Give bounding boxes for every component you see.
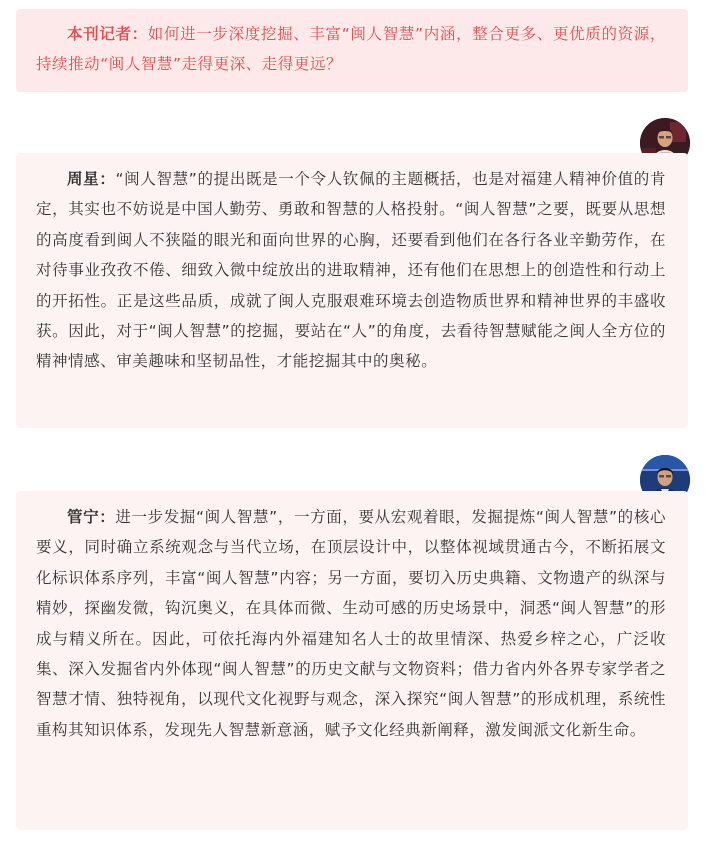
question-block: [16, 9, 688, 92]
answer-speaker: 管宁：: [67, 508, 116, 526]
answer-block: [16, 153, 688, 428]
answer-paragraph: [36, 164, 666, 377]
answer-paragraph: [36, 502, 666, 745]
question-paragraph: [36, 19, 666, 80]
answer-block: [16, 491, 688, 830]
answer-text: “闽人智慧”的提出既是一个令人钦佩的主题概括，也是对福建人精神价值的肯定，其实也不妨说是中国人勤劳、勇敢和智慧的人格投射。“闽人智慧”之要，既要从思想的高度看到闽人不狭隘的眼光和面向世界的心胸，还要看到他们在各行各业辛勤劳作，在对待事业孜孜不倦、细致入微中绽放出的进取精神，还有他们在思想上的创造性和行动上的开拓性。正是这些品质，成就了闽人克服艰难环境去创造物质世界和精神世界的丰盛收获。因此，对于“闽人智慧”的挖掘，要站在“人”的角度，去看待智慧赋能之闽人全方位的精神情感、审美趣味和坚韧品性，才能挖掘其中的奥秘。: [36, 170, 667, 371]
question-speaker: 本刊记者：: [67, 25, 148, 43]
question-text: 如何进一步深度挖掘、丰富“闽人智慧”内涵，整合更多、更优质的资源，持续推动“闽人智慧”走得更深、走得更远？: [36, 25, 666, 74]
answer-speaker: 周星：: [67, 170, 116, 188]
answer-text: 进一步发掘“闽人智慧”，一方面，要从宏观着眼，发掘提炼“闽人智慧”的核心要义，同时确立系统观念与当代立场，在顶层设计中，以整体视域贯通古今，不断拓展文化标识体系序列，丰富“闽人智慧”内容；另一方面，要切入历史典籍、文物遗产的纵深与精妙，探幽发微，钩沉奥义，在具体而微、生动可感的历史场景中，洞悉“闽人智慧”的形成与精义所在。因此，可依托海内外福建知名人士的故里情深、热爱乡梓之心，广泛收集、深入发掘省内外体现“闽人智慧”的历史文献与文物资料；借力省内外各界专家学者之智慧才情、独特视角，以现代文化视野与观念，深入探究“闽人智慧”的形成机理，系统性重构其知识体系，发现先人智慧新意涵，赋予文化经典新阐释，激发闽派文化新生命。: [36, 508, 666, 739]
